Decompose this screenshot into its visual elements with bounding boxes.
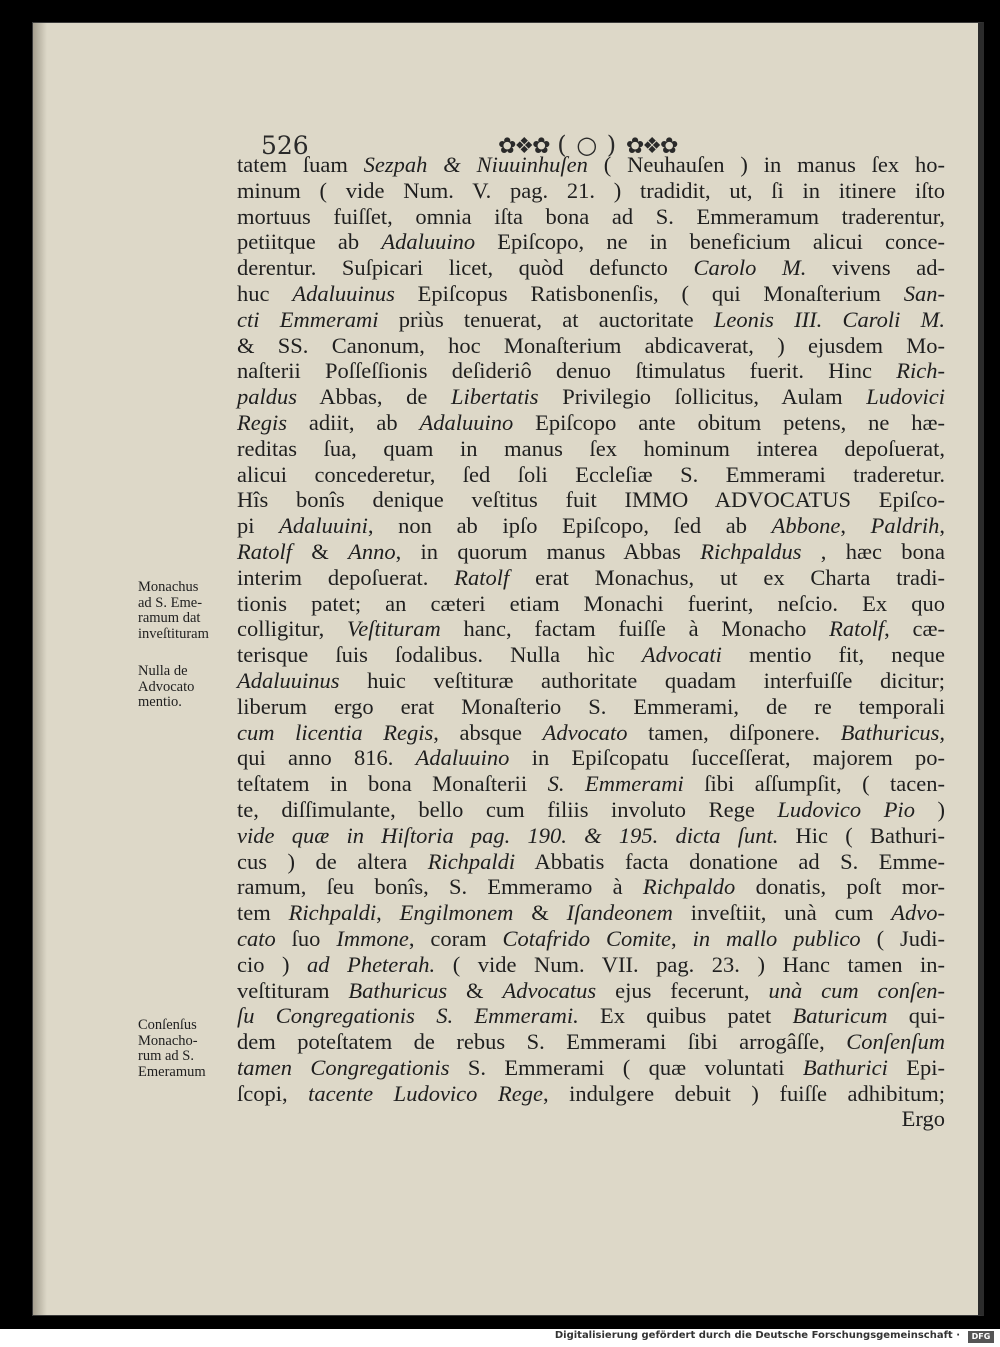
text-run: , coram (408, 925, 503, 951)
margin-note-text (138, 664, 238, 711)
text-run: reditas ſua, quam in manus ſex hominum interea depoſuerat, (237, 435, 945, 461)
margin-note (138, 1018, 238, 1080)
text-run: minum ( vide Num. V. pag. 21. ) tradidit, ut, ſi in itinere iſto (237, 177, 945, 203)
text-line (237, 616, 945, 642)
margin-note-line: rum ad S. (138, 1048, 194, 1064)
text-line (237, 797, 945, 823)
italic-run: Richpaldus (700, 538, 802, 564)
text-run: petiitque ab (237, 229, 382, 255)
text-line (237, 591, 945, 617)
text-run: tionis patet; an cæteri etiam Monachi fuerint, neſcio. Ex quo (237, 590, 945, 616)
text-run: , (840, 513, 871, 539)
text-run: Epiſcopo ante obitum petens, ne hæ- (513, 409, 945, 435)
text-line (237, 1055, 945, 1081)
italic-run: Richpaldi (427, 848, 516, 874)
text-line (237, 720, 945, 746)
italic-run: Leonis III. Caroli M. (713, 306, 945, 332)
italic-run: Regis (237, 409, 287, 435)
italic-run: Ratolf (237, 538, 292, 564)
italic-run: Advo- (891, 900, 945, 926)
text-run: naſterii Poſſeſſionis deſideriô denuo ſtimulatus fuerit. Hinc (237, 358, 897, 384)
text-line (237, 539, 945, 565)
text-run: interim depoſuerat. (237, 564, 455, 590)
margin-note (138, 664, 238, 711)
italic-run: cum licentia Regis (237, 719, 434, 745)
text-run: huic veſtituræ authoritate quadam interfuiſſe dicitur; (339, 667, 945, 693)
italic-run: Abbone (771, 513, 841, 539)
text-line (237, 745, 945, 771)
text-run: ſibi aſſumpſit, ( tacen- (683, 771, 945, 797)
text-run: , non ab ipſo Epiſcopo, ſed ab (367, 513, 772, 539)
text-line (237, 668, 945, 694)
text-run: , (376, 900, 400, 926)
text-run: ſuo (275, 925, 337, 951)
margin-note-line: Advocato (138, 678, 195, 695)
text-run: erat Monachus, ut ex Charta tradi- (509, 564, 945, 590)
text-run: adiit, ab (287, 409, 420, 435)
italic-run: cato (237, 925, 276, 951)
text-run: Epiſcopo, ne in beneficium alicui conce- (475, 229, 946, 255)
text-run: Abbatis facta donatione ad S. Emme- (515, 848, 945, 874)
text-run: mentio fit, neque (721, 642, 945, 668)
text-run: donatis, poſt mor- (735, 874, 945, 900)
text-run: mortuus fuiſſet, omnia iſta bona ad S. Emmeramum traderentur, (237, 203, 945, 229)
margin-note-line: Monacho- (138, 1032, 198, 1049)
text-run: cio ) (237, 951, 308, 977)
text-run: tatem ſuam (237, 152, 364, 177)
text-line (237, 152, 945, 178)
text-line (237, 384, 945, 410)
text-line (237, 926, 945, 952)
text-run: ) (914, 796, 946, 822)
italic-run: Richpaldi (288, 900, 377, 926)
text-run: & (292, 538, 349, 564)
margin-note-line: Emeramum (138, 1063, 206, 1080)
italic-run: Adaluuini (279, 513, 368, 539)
text-run: S. Emmerami ( quæ voluntati (449, 1054, 803, 1080)
text-line (237, 487, 945, 513)
text-run: qui anno 816. (237, 745, 416, 771)
italic-run: Carolo M. (693, 255, 807, 281)
text-run: , in quorum manus Abbas (395, 538, 701, 564)
text-run: colligitur, (237, 616, 347, 642)
text-run: Ex quibus patet (578, 1003, 793, 1029)
text-run: Epiſcopus Ratisbonenſis, ( qui Monaſterium (394, 280, 904, 306)
text-run: vivens ad- (806, 255, 945, 281)
italic-run: Ratolf (454, 564, 510, 590)
italic-run: Iſandeonem (566, 900, 673, 926)
text-line (237, 358, 945, 384)
text-line (237, 255, 945, 281)
text-run: huc (237, 280, 293, 306)
italic-run: Libertatis (451, 384, 539, 410)
text-line (237, 1029, 945, 1055)
text-run: ( Judi- (860, 925, 946, 951)
text-run: ( Neuhauſen ) in manus ſex ho- (587, 152, 946, 177)
italic-run: Adaluuinus (292, 280, 395, 306)
text-line (237, 874, 945, 900)
text-line (237, 771, 945, 797)
text-run: ſcopi, (237, 1080, 309, 1106)
italic-run: Adaluuinus (237, 667, 340, 693)
text-run: teſtatem in bona Monaſterii (237, 771, 548, 797)
text-line (237, 410, 945, 436)
italic-run: in mallo publico (692, 925, 861, 951)
text-line (237, 642, 945, 668)
body-text (237, 152, 945, 1132)
text-run: ejus fecerunt, (596, 977, 769, 1003)
italic-run: Cotafrido Comite (502, 925, 671, 951)
italic-run: Engilmonem (399, 900, 514, 926)
text-line (237, 978, 945, 1004)
text-run: pi (237, 513, 280, 539)
italic-run: Adaluuino (419, 409, 514, 435)
text-line (237, 823, 945, 849)
italic-run: Advocati (641, 642, 722, 668)
text-line (237, 204, 945, 230)
margin-note-line: ad S. Eme- (138, 594, 203, 611)
italic-run: paldus (237, 384, 298, 410)
italic-run: tamen Congregationis (237, 1054, 450, 1080)
text-line (237, 462, 945, 488)
italic-run: Veſtituram (346, 616, 441, 642)
text-run: alicui concederetur, ſed ſoli Eccleſiæ S. Emmerami traderetur. (237, 461, 945, 487)
text-line (237, 513, 945, 539)
dfg-logo: DFG (968, 1331, 994, 1343)
italic-run: Ludovici (866, 384, 945, 410)
text-line (237, 849, 945, 875)
italic-run: tacente Ludovico Rege (308, 1080, 543, 1106)
text-run: & (513, 900, 567, 926)
text-run: tem (237, 900, 289, 926)
italic-run: Conſenſum (846, 1029, 945, 1055)
text-line (237, 1081, 945, 1107)
italic-run: Anno (348, 538, 396, 564)
text-run: ( vide Num. VII. pag. 23. ) Hanc tamen in- (435, 951, 945, 977)
text-run: veſtituram (237, 977, 349, 1003)
text-run: priùs tenuerat, at auctoritate (378, 306, 714, 332)
text-run: inveſtiit, unà cum (672, 900, 892, 926)
italic-run: Bathuricus, (840, 719, 945, 745)
text-line (237, 952, 945, 978)
text-line (237, 307, 945, 333)
text-run: & (447, 977, 503, 1003)
italic-run: Bathuricus (348, 977, 448, 1003)
digitization-footer (0, 1329, 1000, 1347)
italic-run: Bathurici (802, 1054, 888, 1080)
italic-run: Ratolf (829, 616, 885, 642)
ornament-center: ( ○ ) (557, 131, 618, 159)
text-line (237, 178, 945, 204)
text-line (237, 436, 945, 462)
italic-run: Paldrih (870, 513, 940, 539)
italic-run: Advocato (542, 719, 628, 745)
text-run: Abbas, de (297, 384, 452, 410)
italic-run: cti Emmerami (237, 306, 379, 332)
italic-run: ad Pheterah. (307, 951, 436, 977)
text-run: , (939, 513, 946, 539)
margin-note-line: Nulla de (138, 663, 188, 679)
text-run: & SS. Canonum, hoc Monaſterium abdicaverat, ) ejusdem Mo- (237, 332, 945, 358)
italic-run: San- (903, 280, 945, 306)
text-run: derentur. Suſpicari licet, quòd defuncto (237, 255, 694, 281)
text-run: Privilegio ſollicitus, Aulam (538, 384, 867, 410)
text-run: , cæ- (884, 616, 945, 642)
italic-run: Ludovico Pio (777, 796, 915, 822)
italic-run: ſu Congregationis S. Emmerami. (237, 1003, 579, 1029)
italic-run: Immone (336, 925, 409, 951)
text-run: , (671, 925, 693, 951)
text-run: Epi- (887, 1054, 945, 1080)
margin-note-line: ramum dat (138, 610, 201, 626)
text-line (237, 694, 945, 720)
margin-note-line: inveſtituram (138, 625, 209, 642)
text-line (237, 229, 945, 255)
page-gutter-shadow (33, 23, 47, 1315)
italic-run: Adaluuino (415, 745, 510, 771)
page-number: 526 (261, 131, 309, 160)
text-run: Ergo (901, 1106, 945, 1132)
italic-run: S. Emmerami (547, 771, 684, 797)
text-run: liberum ergo erat Monaſterio S. Emmerami, de re temporali (237, 693, 945, 719)
text-line (237, 281, 945, 307)
italic-run: Adaluuino (381, 229, 476, 255)
margin-note-line: Conſenſus (138, 1017, 197, 1033)
text-line (237, 333, 945, 359)
text-run: hanc, factam fuiſſe à Monacho (440, 616, 830, 642)
margin-note-line: mentio. (138, 694, 182, 710)
italic-run: Richpaldo (642, 874, 736, 900)
text-run: cus ) de altera (237, 848, 428, 874)
text-run: dem poteſtatem de rebus S. Emmerami ſibi arrogâſſe, (237, 1029, 847, 1055)
text-run: , hæc bona (801, 538, 945, 564)
text-run: Hîs bonîs denique veſtitus fuit IMMO ADVOCATUS Epiſco- (237, 487, 945, 513)
text-run: te, diſſimulante, bello cum filiis involuto Rege (237, 796, 778, 822)
italic-run: Baturicum (792, 1003, 888, 1029)
text-run: qui- (887, 1003, 945, 1029)
fleuron-right-icon: ✿❖✿ (625, 134, 677, 159)
footer-credit: Digitalisierung gefördert durch die Deutsche Forschungsgemeinschaft · (554, 1330, 960, 1341)
margin-note-text (138, 580, 238, 642)
margin-note-line: Monachus (138, 579, 199, 595)
text-run: ramum, ſeu bonîs, S. Emmeramo à (237, 874, 643, 900)
italic-run: unà cum conſen- (768, 977, 945, 1003)
italic-run: Rich- (896, 358, 945, 384)
text-run: in Epiſcopatu ſucceſſerat, majorem po- (509, 745, 945, 771)
italic-run: Advocatus (502, 977, 597, 1003)
text-run: , indulgere debuit ) fuiſſe adhibitum; (542, 1080, 945, 1106)
text-line (237, 900, 945, 926)
margin-note-text (138, 1018, 238, 1080)
text-line (237, 1003, 945, 1029)
margin-note (138, 580, 238, 642)
text-line (237, 565, 945, 591)
fleuron-left-icon: ✿❖✿ (498, 134, 549, 159)
text-run: Hic ( Bathuri- (778, 822, 945, 848)
italic-run: Sezpah & Niuuinhuſen (363, 152, 588, 177)
text-run: terisque ſuis ſodalibus. Nulla hìc (237, 642, 642, 668)
text-run: , absque (433, 719, 543, 745)
text-run: tamen, diſponere. (627, 719, 841, 745)
italic-run: vide quæ in Hiſtoria pag. 190. & 195. dicta ſunt. (237, 822, 779, 848)
text-line (237, 1106, 945, 1132)
